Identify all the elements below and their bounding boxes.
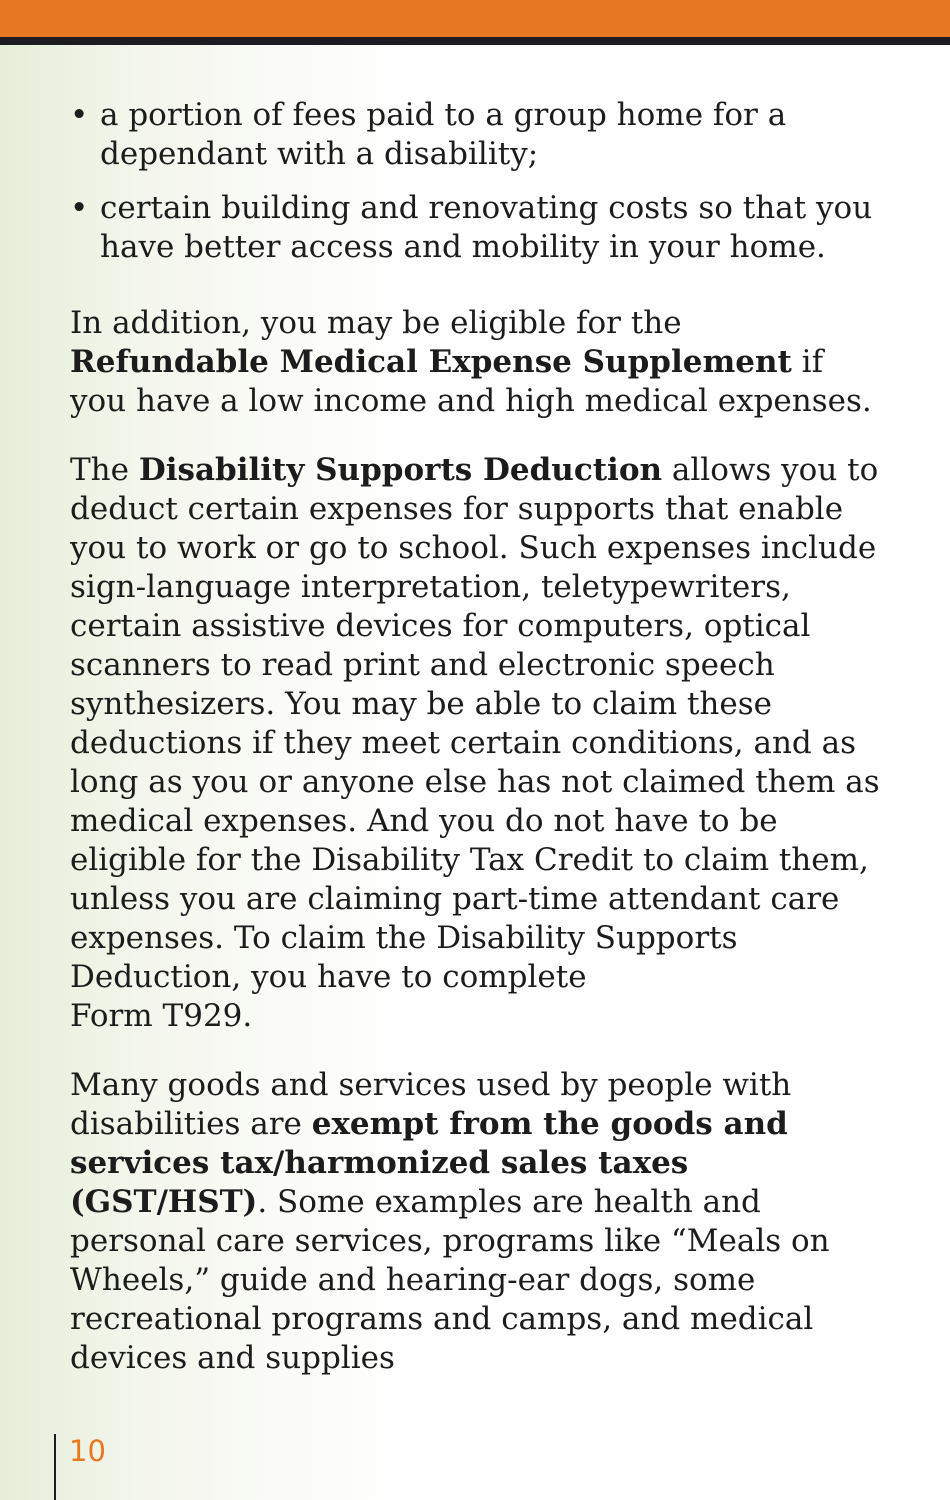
paragraph-text: In addition, you may be eligible for the [70,305,682,341]
paragraph-text: . Some examples are health and personal care services, programs like “Meals on Wheels,” guide and hearing-ear dogs, some recreational programs and camps, and medical devices and supplies [70,1184,830,1376]
footer-rule [54,1434,56,1500]
paragraph-text: if you have a low income and high medical expenses. [70,344,872,419]
paragraph-text: allows you to deduct certain expenses for supports that enable you to work or go to school. Such expenses include sign-language interpretation, teletypewriters, certain assistive devices for computers, optical scanners to read print and electronic speech synthesizers. You may be able to claim these deductions if they meet certain conditions, and as long as you or anyone else has not claimed them as medical expenses. And you do not have to be eligible for the Disability Tax Credit to claim them, unless you are claiming part-time attendant care expenses. To claim the Disability Supports Deduction, you have to complete [70,452,880,995]
page-body [70,96,885,1408]
paragraph-medical-expense-supplement [70,304,885,421]
header-dark-rule [0,37,950,45]
bullet-icon: • [70,190,89,226]
paragraph-disability-supports-deduction [70,451,885,1036]
emphasis-term: Disability Supports Deduction [138,452,663,488]
list-item-text: certain building and renovating costs so that you have better access and mobility in your home. [100,190,873,265]
emphasis-term: Refundable Medical Expense Supplement [70,344,792,380]
list-item-text: a portion of fees paid to a group home for a dependant with a disability; [100,97,787,172]
list-item [70,96,885,174]
paragraph-text: The [70,452,139,488]
header-orange-band [0,0,950,37]
paragraph-text: Many goods and services used by people with disabilities are [70,1067,792,1142]
emphasis-term: exempt from the goods and services tax/harmonized sales taxes (GST/HST) [70,1106,788,1220]
bullet-list [70,96,885,267]
form-reference: Form T929. [70,998,253,1034]
list-item [70,189,885,267]
page-number: 10 [69,1434,106,1468]
paragraph-gst-hst-exemption [70,1066,885,1378]
bullet-icon: • [70,97,89,133]
